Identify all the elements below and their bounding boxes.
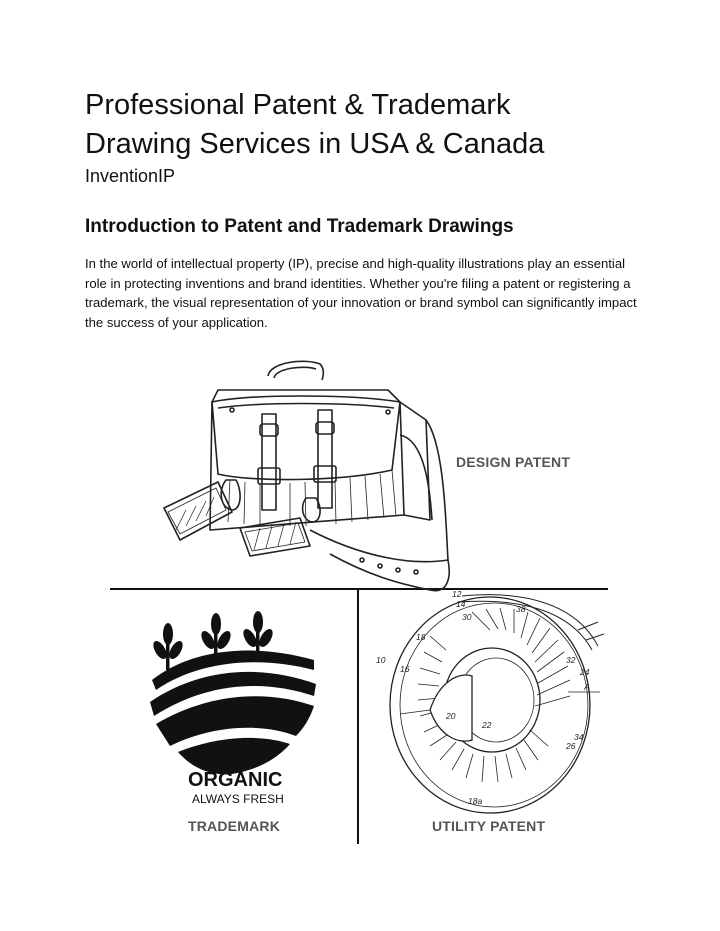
section-heading: Introduction to Patent and Trademark Drawings bbox=[85, 216, 514, 237]
ref-26: 26 bbox=[566, 741, 576, 751]
ref-22: 22 bbox=[482, 720, 492, 730]
page-title bbox=[85, 86, 685, 164]
ref-24: 24 bbox=[580, 667, 590, 677]
ref-A: A bbox=[584, 682, 590, 692]
organic-logo bbox=[150, 611, 316, 774]
plant-left bbox=[151, 623, 186, 670]
ref-18: 18 bbox=[416, 632, 426, 642]
trademark-label: TRADEMARK bbox=[188, 818, 281, 834]
plant-middle bbox=[199, 613, 234, 658]
drawing-examples-figure bbox=[100, 350, 620, 850]
satchel-bag-drawing bbox=[164, 361, 449, 590]
ref-10: 10 bbox=[376, 655, 386, 665]
logo-text-sub: ALWAYS FRESH bbox=[192, 792, 284, 806]
ref-18a: 18a bbox=[468, 796, 483, 806]
document-subtitle: InventionIP bbox=[85, 166, 176, 186]
title-line-2: Drawing Services in USA & Canada bbox=[85, 128, 545, 160]
design-patent-label: DESIGN PATENT bbox=[456, 454, 571, 470]
ref-34: 34 bbox=[574, 732, 584, 742]
turbine-drawing bbox=[390, 595, 604, 813]
ref-14: 14 bbox=[456, 599, 466, 609]
ref-32: 32 bbox=[566, 655, 576, 665]
utility-patent-label: UTILITY PATENT bbox=[432, 818, 546, 834]
figure-drawings bbox=[100, 350, 620, 850]
ref-38: 38 bbox=[516, 604, 526, 614]
ref-12: 12 bbox=[452, 589, 462, 599]
intro-paragraph: In the world of intellectual property (IP), precise and high-quality illustrations play an essential role in protecting inventions and brand identities. Whether you're filing a patent or registering a trademark, the visual representation of your innovation or brand symbol can significantly impact the success of your application. bbox=[85, 256, 637, 330]
ref-20: 20 bbox=[446, 711, 456, 721]
title-line-1: Professional Patent & Trademark bbox=[85, 89, 511, 121]
ref-16: 16 bbox=[400, 664, 410, 674]
logo-text-main: ORGANIC bbox=[188, 769, 283, 791]
ref-30: 30 bbox=[462, 612, 472, 622]
